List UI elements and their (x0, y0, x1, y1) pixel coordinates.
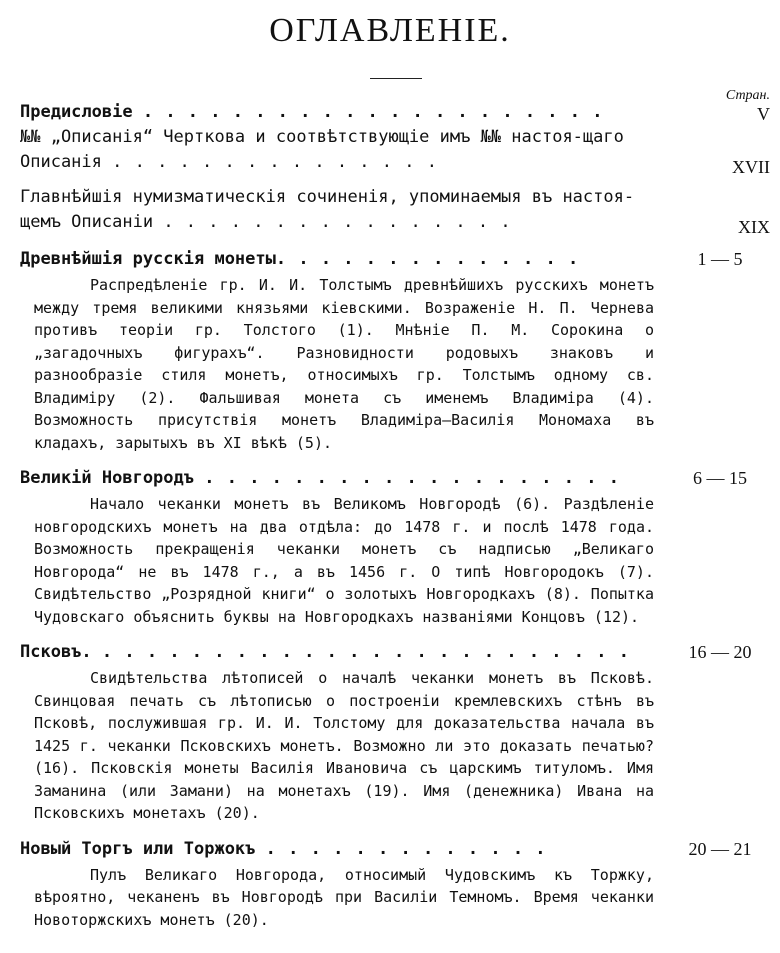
toc-entry (20, 247, 770, 454)
page-column-header: Стран. (725, 88, 770, 103)
toc-entry-heading: Псковъ. . . . . . . . . . . . . . . . . . . . . . . . . (20, 642, 630, 662)
toc-entry-heading: Новый Торгъ или Торжокъ . . . . . . . . . . . . . (20, 838, 547, 859)
toc-entry (20, 125, 770, 175)
toc-entry-page: XVII (732, 157, 770, 177)
toc-entry (20, 466, 770, 628)
page-title: ОГЛАВЛЕНІЕ. (269, 12, 511, 49)
toc-entry-heading: №№ „Описанія“ Черткова и соотвѣтствующіе имъ №№ настоя-щаго Описанія . . . . . . . . . . . . . . . (20, 127, 624, 172)
toc-entry-page: V (757, 104, 770, 124)
toc-entry-page: 20 — 21 (688, 838, 752, 859)
toc-entry (20, 640, 770, 825)
toc-entry-summary: Начало чеканки монетъ въ Великомъ Новгородѣ (6). Раздѣленіе новгородскихъ монетъ на два отдѣла: до 1478 г. и послѣ 1478 года. Возможность прекращенія чеканки монетъ съ надписью „Великаго Новгорода“ не въ 1478 г., а въ 1456 г. О типѣ Новгородокъ (7). Свидѣтельство „Розрядной книги“ о золотыхъ Новгородкахъ (8). Попытка Чудовскаго объяснить буквы на Новгородкахъ названіями Концовъ (12). (34, 495, 654, 626)
title-divider (370, 78, 422, 79)
table-of-contents (20, 100, 770, 931)
toc-entry-heading: Предисловіе . . . . . . . . . . . . . . . . . . . . . (20, 102, 604, 122)
toc-entry-heading: Главнѣйшія нумизматическія сочиненія, упоминаемыя въ настоя-щемъ Описаніи . . . . . . . . . . . . . . . . (20, 187, 635, 232)
toc-entry (20, 100, 770, 125)
toc-entry-page: 1 — 5 (697, 249, 743, 269)
toc-entry-summary: Пулъ Великаго Новгорода, относимый Чудовскимъ къ Торжку, вѣроятно, чеканенъ въ Новгородѣ при Василіи Темномъ. Время чеканки Новоторжскихъ монетъ (20). (34, 865, 654, 929)
toc-entry-summary: Свидѣтельства лѣтописей о началѣ чеканки монетъ въ Псковѣ. Свинцовая печать съ лѣтописью о построеніи кремлевскихъ стѣнъ въ Псковѣ, послужившая гр. И. И. Толстому для доказательства начала въ 1425 г. чеканки Псковскихъ монетъ. Возможно ли это доказать печатью? (16). Псковскія монеты Василія Ивановича съ царскимъ титуломъ. Имя Заманина (или Замани) на монетахъ (19). Имя (денежника) Ивана на Псковскихъ монетахъ (20). (34, 669, 654, 822)
toc-entry (20, 185, 770, 235)
toc-entry-heading: Великій Новгородъ . . . . . . . . . . . . . . . . . . . (20, 468, 620, 488)
toc-entry-page: 6 — 15 (693, 468, 747, 488)
toc-entry (20, 837, 770, 932)
toc-entry-page: 16 — 20 (688, 642, 752, 662)
toc-entry-heading: Древнѣйшія русскія монеты. . . . . . . . . . . . . . (20, 249, 580, 269)
toc-entry-page: XIX (738, 217, 770, 237)
toc-entry-summary: Распредѣленіе гр. И. И. Толстымъ древнѣйшихъ русскихъ монетъ между тремя великими князьями кіевскими. Возраженіе Н. П. Чернева противъ теоріи гр. Толстого (1). Мнѣніе П. М. Сорокина о „загадочныхъ фигурахъ“. Разновидности родовыхъ знаковъ и разнообразіе стиля монетъ, относимыхъ гр. Толстымъ одному св. Владиміру (2). Фальшивая монета съ именемъ Владиміра (4). Возможность присутствія монетъ Владиміра—Василія Мономаха въ кладахъ, зарытыхъ въ XI вѣкѣ (5). (34, 276, 654, 452)
